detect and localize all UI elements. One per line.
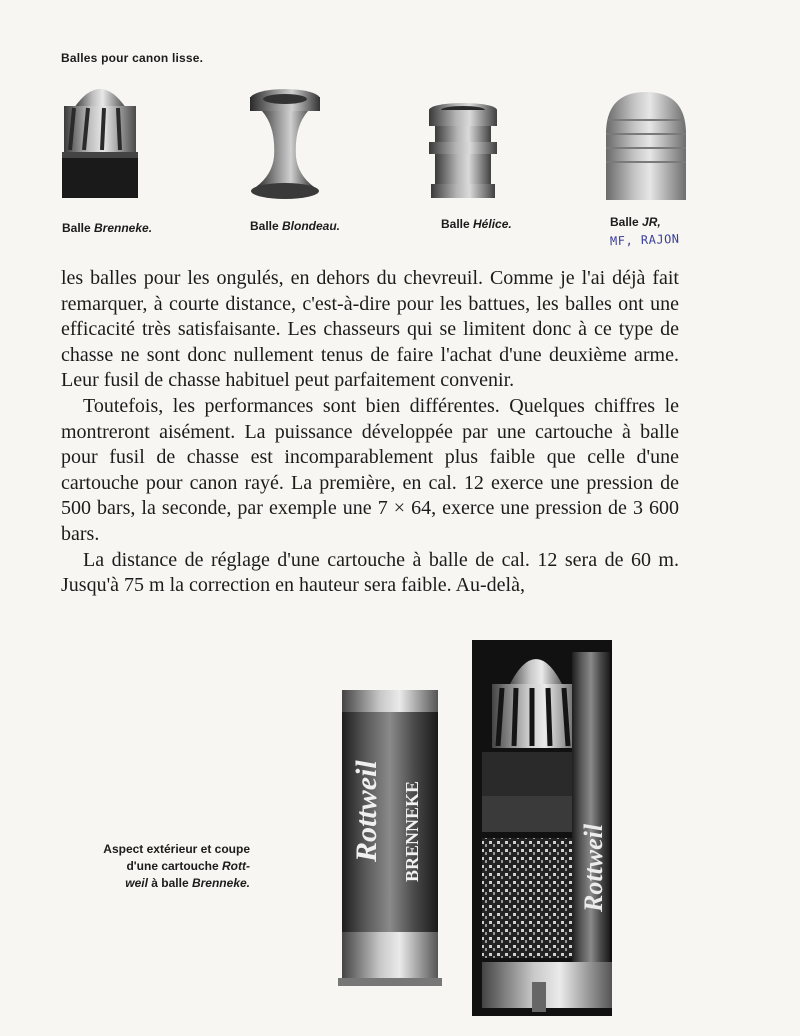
cartridge-brand-text: Rottweil [350, 760, 383, 862]
cartridge-label-text: BRENNEKE [402, 780, 422, 882]
section-title: Balles pour canon lisse. [61, 51, 204, 65]
jr-bullet-image [602, 90, 690, 202]
body-text [61, 266, 679, 599]
bullet-caption-brenneke: Balle Brenneke. [62, 221, 153, 235]
bullet-caption-helice: Balle Hélice. [441, 217, 512, 231]
figure-caption: Aspect extérieur et coupe d'une cartouche Rott- weil à balle Brenneke. [103, 842, 250, 890]
paragraph-3: La distance de réglage d'une cartouche à balle de cal. 12 sera de 60 m. Jusqu'à 75 m la correction en hauteur sera faible. Au-delà, [61, 548, 679, 597]
handwritten-note: MF, RAJON [609, 231, 680, 249]
paragraph-1: les balles pour les ongulés, en dehors du chevreuil. Comme je l'ai déjà fait remarquer, à courte distance, c'est-à-dire pour les battues, les balles ont une efficacité très satisfaisante. Les chasseurs qui se limitent donc à ce type de chasse ne sont donc nullement tenus de faire l'achat d'une deuxième arme. Leur fusil de chasse habituel peut parfaitement convenir. [61, 267, 679, 392]
cutaway-brand-text: Rottweil [579, 823, 608, 912]
paragraph-2: Toutefois, les performances sont bien différentes. Quelques chiffres le montreront aisément. La puissance développée par une cartouche à balle pour fusil de chasse est incomparablement plus faible que celle d'une cartouche pour canon rayé. La première, en cal. 12 exerce une pression de 500 bars, la seconde, par exemple une 7 × 64, exerce une pression de 3 600 bars. [61, 394, 679, 545]
cartridge-figure [336, 632, 626, 1020]
blondeau-bullet-image [246, 87, 324, 201]
bullet-caption-jr: Balle JR, [610, 215, 661, 229]
bullet-caption-blondeau: Balle Blondeau. [250, 219, 341, 233]
brenneke-bullet-image [60, 78, 140, 202]
helice-bullet-image [427, 102, 499, 202]
